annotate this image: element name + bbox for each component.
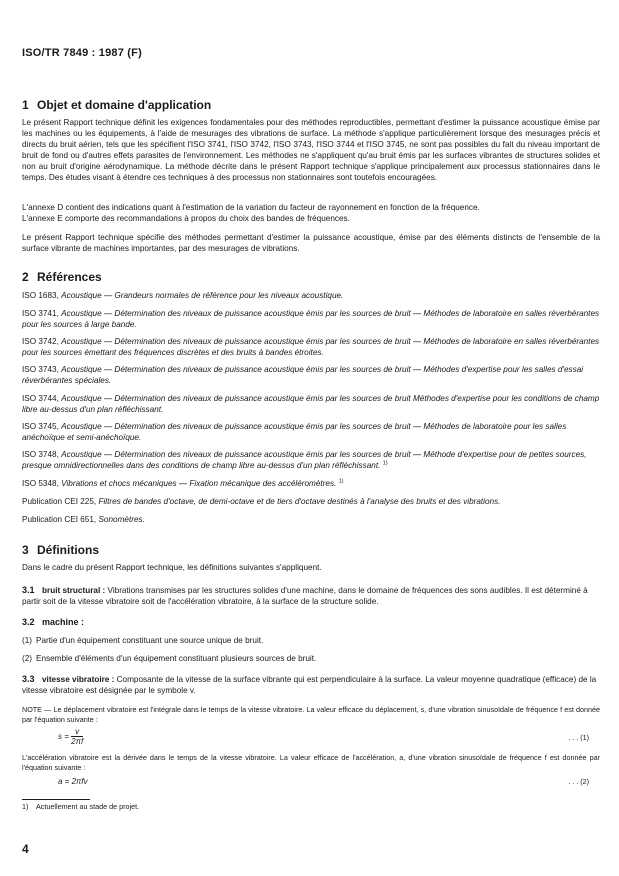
definition-3-3: 3.3 vitesse vibratoire : Composante de la vitesse de la surface vibrante qui est perpendiculaire à la surface. La valeur moyenne quadratique (efficace) de la vitesse vibratoire est désignée par le symbole v.: [22, 674, 597, 695]
section-3-number: 3: [22, 543, 29, 557]
equation-1-number: . . . (1): [568, 733, 589, 742]
section-1-paragraph-2b: L'annexe E comporte des recommandations à propos du choix des bandes de fréquences.: [22, 214, 350, 223]
section-1-title: Objet et domaine d'application: [37, 98, 212, 112]
section-1-paragraph-3: Le présent Rapport technique spécifie des méthodes permettant d'estimer la puissance acoustique, émise par des éléments distincts de l'ensemble de la surface vibrante de machines importantes, par des mesurages de vibrations.: [22, 233, 600, 253]
section-3-title: Définitions: [37, 543, 99, 557]
reference-item: ISO 3745, Acoustique — Détermination des niveaux de puissance acoustique émis par les sources de bruit — Méthodes de laboratoire pour les salles anéchoïque et semi-anéchoïque.: [22, 422, 567, 442]
reference-item: ISO 3743, Acoustique — Détermination des niveaux de puissance acoustique émis par les sources de bruit — Méthodes d'expertise pour les salles d'essai réverbérantes spéciales.: [22, 365, 584, 385]
page-number: 4: [22, 842, 29, 856]
footnote-divider: [22, 799, 90, 800]
definition-3-2-heading: 3.2 machine :: [22, 617, 85, 627]
reference-item: ISO 3742, Acoustique — Détermination des niveaux de puissance acoustique émis par les sources de bruit — Méthodes de laboratoire en salles réverbérantes pour les sources émettant des fréquences discrètes et des bruits à bandes étroites.: [22, 337, 600, 357]
definition-3-1: 3.1 bruit structural : Vibrations transmises par les structures solides d'une machine, dans le domaine de fréquences des sons audibles. Il est déterminé à partir soit de la vitesse vibratoire soit de l'accélération vibratoire, à la surface de la structure solide.: [22, 585, 588, 606]
section-3-intro: Dans le cadre du présent Rapport technique, les définitions suivantes s'appliquent.: [22, 563, 322, 572]
reference-item: ISO 3748, Acoustique — Détermination des niveaux de puissance acoustique émis par les sources de bruit — Méthode d'expertise pour de petites sources, presque omnidirectionnelles dans des conditions de champ libre au-dessus d'un plan réfléchissant. $^{1)}$: [22, 450, 587, 470]
document-header: ISO/TR 7849 : 1987 (F): [22, 47, 142, 59]
footnote: 1) Actuellement au stade de projet.: [22, 802, 140, 811]
reference-item: ISO 5348, Vibrations et chocs mécaniques — Fixation mécanique des accéléromètres. $^{1)}$: [22, 478, 344, 488]
section-1-paragraph-1: Le présent Rapport technique définit les exigences fondamentales pour des méthodes reproductibles, permettant d'estimer la puissance acoustique émise par les machines ou les équipements, à l'aide de mesurages des vibrations de surface. La méthode s'applique particulièrement lorsque des mesurages précis et directs du bruit aérien, tels que les spécifient l'ISO 3741, l'ISO 3742, l'ISO 3743, l'ISO 3744 et l'ISO 3745, ne sont pas possibles du fait du niveau important de bruit de fond ou d'autres effets parasites de l'environnement. Les méthodes ne s'appliquent qu'au bruit émis par les surfaces vibrantes de structures solides et non au bruit d'origine aérodynamique. La méthode décrite dans le présent Rapport technique s'applique principalement aux processus stationnaires dans le temps. Des études visant à étendre ces techniques à des processus non stationnaires sont toutefois encouragées.: [22, 118, 600, 182]
section-2-heading: [22, 270, 102, 284]
reference-item: ISO 3744, Acoustique — Détermination des niveaux de puissance acoustique émis par les sources de bruit Méthodes d'expertise pour les conditions de champ libre au-dessus d'un plan réfléchissant.: [22, 394, 600, 414]
equation-2-number: . . . (2): [568, 777, 589, 786]
section-1-paragraph-2a: L'annexe D contient des indications quant à l'estimation de la variation du facteur de rayonnement en fonction de la fréquence.: [22, 203, 480, 212]
section-1-number: 1: [22, 98, 29, 112]
section-2-title: Références: [37, 270, 102, 284]
reference-item: Publication CEI 225, Filtres de bandes d'octave, de demi-octave et de tiers d'octave destinés à l'analyse des bruits et des vibrations.: [22, 497, 501, 506]
section-3-heading: [22, 543, 99, 557]
definition-3-2-item: (2) Ensemble d'éléments d'un équipement constituant plusieurs sources de bruit.: [22, 654, 317, 663]
equation-2: a = 2πfv: [58, 777, 88, 786]
reference-item: ISO 3741, Acoustique — Détermination des niveaux de puissance acoustique émis par les sources de bruit — Méthodes de laboratoire en salles réverbérantes pour les sources à large bande.: [22, 309, 600, 329]
note-acceleration: L'accélération vibratoire est la dérivée dans le temps de la vitesse vibratoire. La valeur efficace de l'accélération, a, d'une vibration sinusoïdale de fréquence f est donnée par l'équation suivante :: [22, 753, 600, 772]
equation-1: s = $\frac{v}{2\pi f}$: [58, 727, 84, 746]
section-2-number: 2: [22, 270, 29, 284]
reference-item: Publication CEI 651, Sonomètres.: [22, 515, 145, 524]
reference-item: ISO 1683, Acoustique — Grandeurs normales de référence pour les niveaux acoustique.: [22, 291, 344, 300]
definition-3-2-item: (1) Partie d'un équipement constituant une source unique de bruit.: [22, 636, 264, 645]
note-displacement: NOTE — Le déplacement vibratoire est l'intégrale dans le temps de la vitesse vibratoire. La valeur efficace du déplacement, s, d'une vibration sinusoïdale de fréquence f est donnée par l'équation suivante :: [22, 705, 600, 724]
section-1-heading: [22, 98, 211, 112]
